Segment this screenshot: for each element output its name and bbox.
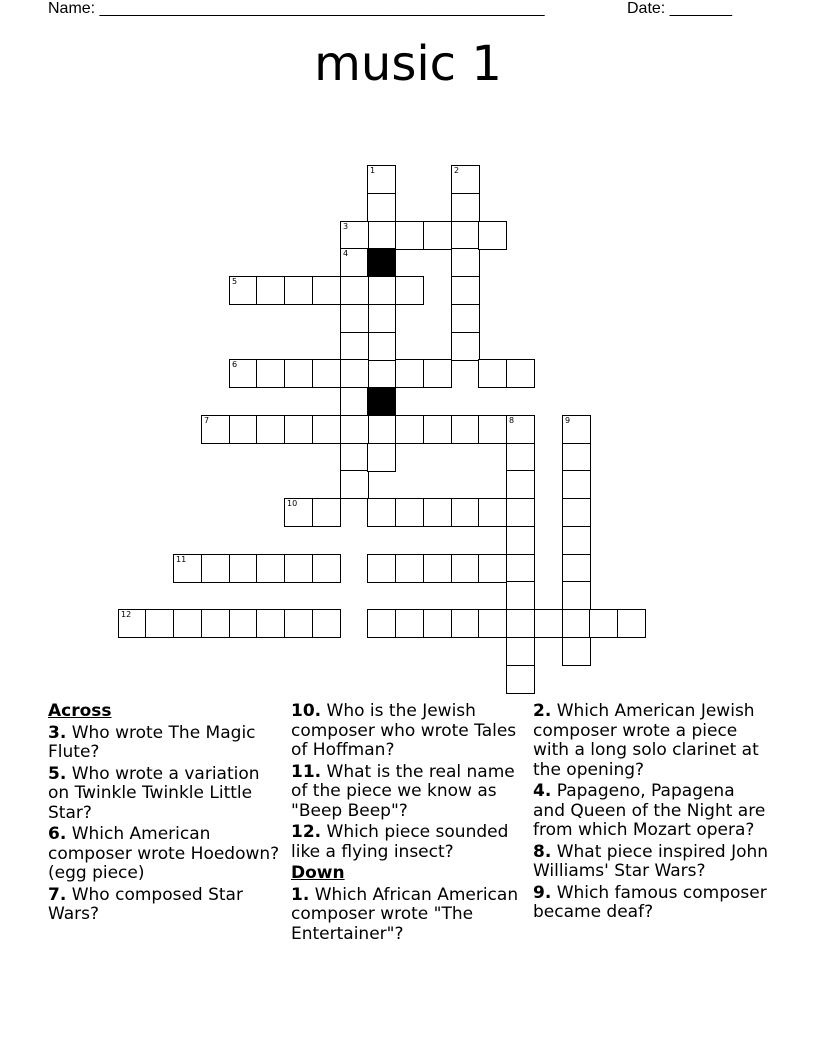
grid-cell[interactable] bbox=[284, 609, 313, 638]
down-heading: Down bbox=[291, 863, 345, 883]
grid-cell[interactable] bbox=[506, 498, 535, 527]
grid-cell[interactable] bbox=[562, 470, 591, 499]
grid-cell[interactable] bbox=[562, 498, 591, 527]
grid-cell[interactable] bbox=[562, 637, 591, 666]
clue-down-1: 1. Which African American composer wrote "The Entertainer"? bbox=[291, 884, 519, 944]
grid-cell[interactable] bbox=[284, 415, 313, 444]
grid-cell[interactable] bbox=[312, 554, 341, 583]
grid-cell[interactable] bbox=[312, 359, 341, 388]
grid-cell[interactable] bbox=[506, 554, 535, 583]
grid-cell[interactable] bbox=[284, 554, 313, 583]
grid-cell[interactable] bbox=[451, 304, 480, 333]
grid-cell[interactable] bbox=[284, 276, 313, 305]
clue-down-8: 8. What piece inspired John Williams' Star Wars? bbox=[533, 841, 769, 881]
name-line: __________________________________________________ bbox=[99, 0, 545, 17]
grid-cell[interactable] bbox=[367, 165, 396, 194]
grid-cell[interactable] bbox=[562, 526, 591, 555]
grid-cell[interactable] bbox=[395, 498, 424, 527]
clue-across-12: 12. Which piece sounded like a flying insect? bbox=[291, 822, 509, 862]
grid-cell[interactable] bbox=[284, 498, 313, 527]
grid-cell[interactable] bbox=[506, 415, 535, 444]
grid-cell[interactable] bbox=[340, 248, 369, 277]
grid-cell[interactable] bbox=[562, 554, 591, 583]
grid-cell[interactable] bbox=[589, 609, 618, 638]
grid-cell[interactable] bbox=[367, 276, 396, 305]
grid-cell[interactable] bbox=[229, 359, 258, 388]
clue-column-1 bbox=[48, 702, 280, 927]
grid-cell[interactable] bbox=[562, 415, 591, 444]
grid-cell[interactable] bbox=[423, 554, 452, 583]
black-square bbox=[367, 387, 396, 416]
grid-cell[interactable] bbox=[256, 359, 285, 388]
clue-across-11: 11. What is the real name of the piece we know as "Beep Beep"? bbox=[291, 761, 515, 821]
grid-cell[interactable] bbox=[340, 304, 369, 333]
clue-column-2 bbox=[291, 702, 527, 946]
grid-cell[interactable] bbox=[506, 526, 535, 555]
grid-cell[interactable] bbox=[451, 498, 480, 527]
date-label: Date: bbox=[627, 0, 666, 17]
grid-cell[interactable] bbox=[451, 415, 480, 444]
grid-cell[interactable] bbox=[478, 415, 507, 444]
grid-cell[interactable] bbox=[478, 221, 507, 250]
grid-cell[interactable] bbox=[451, 248, 480, 277]
grid-cell[interactable] bbox=[340, 276, 369, 305]
grid-cell[interactable] bbox=[395, 359, 424, 388]
grid-cell[interactable] bbox=[478, 498, 507, 527]
grid-cell[interactable] bbox=[173, 554, 202, 583]
grid-cell[interactable] bbox=[617, 609, 646, 638]
grid-cell[interactable] bbox=[173, 609, 202, 638]
clue-number: 3 bbox=[343, 222, 349, 231]
grid-cell[interactable] bbox=[367, 498, 396, 527]
clue-down-9: 9. Which famous composer became deaf? bbox=[533, 882, 767, 922]
grid-cell[interactable] bbox=[451, 276, 480, 305]
clue-number: 2 bbox=[454, 166, 460, 175]
clue-number: 11 bbox=[176, 555, 187, 564]
grid-cell[interactable] bbox=[312, 609, 341, 638]
grid-cell[interactable] bbox=[118, 609, 147, 638]
grid-cell[interactable] bbox=[423, 415, 452, 444]
grid-cell[interactable] bbox=[201, 415, 230, 444]
grid-cell[interactable] bbox=[423, 221, 452, 250]
clue-number: 8 bbox=[509, 416, 515, 425]
grid-cell[interactable] bbox=[340, 332, 369, 361]
clue-number: 7 bbox=[204, 416, 210, 425]
grid-cell[interactable] bbox=[395, 554, 424, 583]
grid-cell[interactable] bbox=[312, 276, 341, 305]
date-line: _______ bbox=[669, 0, 732, 17]
grid-cell[interactable] bbox=[312, 415, 341, 444]
grid-cell[interactable] bbox=[367, 221, 396, 250]
clue-number: 5 bbox=[232, 277, 238, 286]
grid-cell[interactable] bbox=[423, 609, 452, 638]
grid-cell[interactable] bbox=[340, 221, 369, 250]
clue-number: 9 bbox=[565, 416, 571, 425]
grid-cell[interactable] bbox=[340, 443, 369, 472]
grid-cell[interactable] bbox=[367, 332, 396, 361]
grid-cell[interactable] bbox=[229, 276, 258, 305]
clue-across-7: 7. Who composed Star Wars? bbox=[48, 884, 243, 924]
grid-cell[interactable] bbox=[506, 609, 535, 638]
clue-across-10: 10. Who is the Jewish composer who wrote Tales of Hoffman? bbox=[291, 701, 517, 760]
grid-cell[interactable] bbox=[256, 415, 285, 444]
grid-cell[interactable] bbox=[395, 609, 424, 638]
name-label: Name: bbox=[48, 0, 96, 17]
clue-column-3 bbox=[533, 702, 769, 925]
clue-number: 6 bbox=[232, 360, 238, 369]
grid-cell[interactable] bbox=[451, 554, 480, 583]
grid-cell[interactable] bbox=[451, 165, 480, 194]
grid-cell[interactable] bbox=[506, 581, 535, 610]
clue-number: 4 bbox=[343, 249, 349, 258]
grid-cell[interactable] bbox=[395, 415, 424, 444]
clue-down-2: 2. Which American Jewish composer wrote a piece with a long solo clarinet at the opening? bbox=[533, 701, 759, 780]
black-square bbox=[367, 248, 396, 277]
grid-cell[interactable] bbox=[229, 609, 258, 638]
grid-cell[interactable] bbox=[367, 443, 396, 472]
clue-number: 1 bbox=[370, 166, 376, 175]
grid-cell[interactable] bbox=[506, 637, 535, 666]
grid-cell[interactable] bbox=[256, 554, 285, 583]
grid-cell[interactable] bbox=[534, 609, 563, 638]
clue-down-4: 4. Papageno, Papagena and Queen of the Night are from which Mozart opera? bbox=[533, 781, 766, 840]
grid-cell[interactable] bbox=[562, 443, 591, 472]
grid-cell[interactable] bbox=[506, 470, 535, 499]
across-heading: Across bbox=[48, 701, 112, 721]
grid-cell[interactable] bbox=[451, 221, 480, 250]
grid-cell[interactable] bbox=[423, 359, 452, 388]
grid-cell[interactable] bbox=[340, 470, 369, 499]
clue-number: 12 bbox=[121, 610, 132, 619]
grid-cell[interactable] bbox=[478, 359, 507, 388]
grid-cell[interactable] bbox=[340, 415, 369, 444]
grid-cell[interactable] bbox=[367, 609, 396, 638]
grid-cell[interactable] bbox=[423, 498, 452, 527]
grid-cell[interactable] bbox=[367, 193, 396, 222]
grid-cell[interactable] bbox=[395, 276, 424, 305]
grid-cell[interactable] bbox=[312, 498, 341, 527]
clue-across-3: 3. Who wrote The Magic Flute? bbox=[48, 722, 256, 762]
grid-cell[interactable] bbox=[506, 443, 535, 472]
grid-cell[interactable] bbox=[229, 554, 258, 583]
grid-cell[interactable] bbox=[562, 581, 591, 610]
grid-cell[interactable] bbox=[201, 609, 230, 638]
grid-cell[interactable] bbox=[506, 665, 535, 694]
grid-cell[interactable] bbox=[478, 609, 507, 638]
grid-cell[interactable] bbox=[451, 332, 480, 361]
clue-across-5: 5. Who wrote a variation on Twinkle Twinkle Little Star? bbox=[48, 763, 260, 823]
grid-cell[interactable] bbox=[562, 609, 591, 638]
grid-cell[interactable] bbox=[229, 415, 258, 444]
puzzle-title: music 1 bbox=[314, 36, 502, 92]
grid-cell[interactable] bbox=[340, 359, 369, 388]
grid-cell[interactable] bbox=[201, 554, 230, 583]
clue-number: 10 bbox=[287, 499, 298, 508]
grid-cell[interactable] bbox=[256, 609, 285, 638]
grid-cell[interactable] bbox=[284, 359, 313, 388]
grid-cell[interactable] bbox=[478, 554, 507, 583]
grid-cell[interactable] bbox=[145, 609, 174, 638]
grid-cell[interactable] bbox=[340, 387, 369, 416]
clue-across-6: 6. Which American composer wrote Hoedown? (egg piece) bbox=[48, 824, 280, 883]
grid-cell[interactable] bbox=[367, 304, 396, 333]
grid-cell[interactable] bbox=[506, 359, 535, 388]
grid-cell[interactable] bbox=[451, 193, 480, 222]
grid-cell[interactable] bbox=[451, 609, 480, 638]
grid-cell[interactable] bbox=[256, 276, 285, 305]
grid-cell[interactable] bbox=[395, 221, 424, 250]
grid-cell[interactable] bbox=[367, 554, 396, 583]
